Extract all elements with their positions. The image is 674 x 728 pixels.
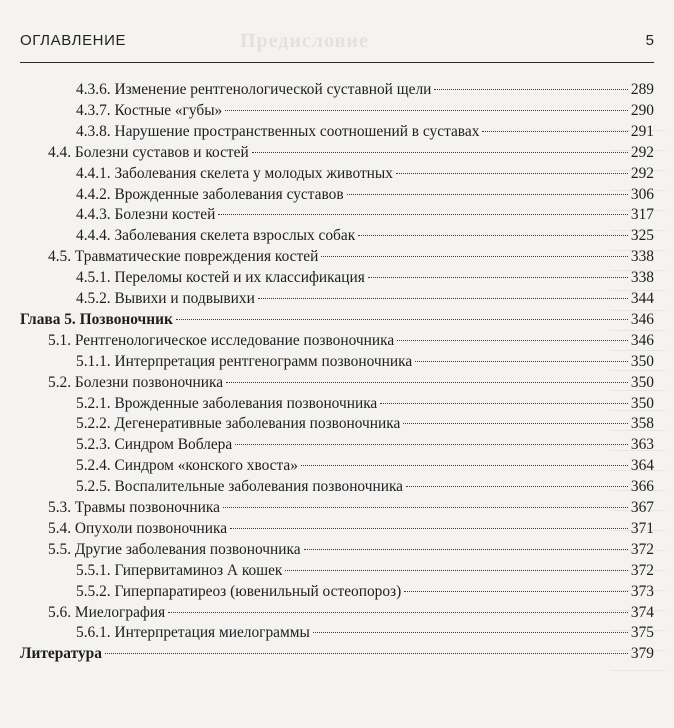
toc-entry-title: 5.2. Болезни позвоночника [48, 373, 224, 391]
dot-leader [434, 89, 628, 90]
toc-entry-title: 5.2.3. Синдром Воблера [76, 436, 233, 454]
toc-entry-title: 5.4. Опухоли позвоночника [48, 519, 228, 537]
dot-leader [301, 465, 628, 466]
dot-leader [105, 653, 628, 654]
toc-entry-page: 373 [630, 582, 654, 600]
toc-entry-title: 4.3.7. Костные «губы» [76, 101, 223, 119]
toc-entry-title: 4.5.2. Вывихи и подвывихи [76, 290, 255, 307]
toc-entry[interactable] [76, 121, 654, 143]
toc-entry[interactable] [48, 142, 654, 164]
toc-entry-page: 292 [630, 143, 654, 161]
dot-leader [258, 298, 628, 299]
toc-entry-title: 5.6. Миелография [48, 603, 166, 621]
toc-entry-page: 317 [630, 206, 654, 224]
dot-leader [304, 549, 628, 550]
dot-leader [168, 612, 628, 613]
dot-leader [404, 591, 628, 592]
toc-entry-page: 291 [630, 122, 654, 140]
dot-leader [482, 131, 628, 132]
toc-entry-page: 338 [630, 269, 654, 287]
bleed-through-text: Предисловие [240, 30, 369, 52]
dot-leader [403, 423, 628, 424]
toc-entry-page: 372 [630, 561, 654, 579]
toc-entry[interactable] [48, 372, 654, 394]
toc-entry[interactable] [76, 184, 654, 206]
page-number: 5 [645, 32, 654, 49]
toc-entry[interactable] [48, 246, 654, 268]
toc-entry-title: 5.5.1. Гипервитаминоз А кошек [76, 561, 283, 579]
toc-entry-title: 4.4.4. Заболевания скелета взрослых собак [76, 227, 356, 245]
toc-entry[interactable] [76, 100, 654, 122]
dot-leader [218, 214, 628, 215]
dot-leader [223, 507, 628, 508]
dot-leader [230, 528, 628, 529]
dot-leader [225, 110, 628, 111]
toc-entry[interactable] [76, 560, 654, 582]
dot-leader [235, 444, 628, 445]
toc-entry-title: 5.2.2. Дегенеративные заболевания позвоночника [76, 415, 401, 433]
running-head-title: ОГЛАВЛЕНИЕ [20, 32, 127, 49]
toc-entry[interactable] [76, 413, 654, 435]
toc-entry[interactable] [76, 163, 654, 185]
toc-entry-page: 344 [630, 290, 654, 307]
toc-entry-page: 367 [630, 499, 654, 516]
toc-entry-page: 363 [630, 436, 654, 454]
toc-entry[interactable] [76, 79, 654, 101]
toc-entry[interactable] [48, 602, 654, 624]
dot-leader [226, 382, 628, 383]
dot-leader [380, 403, 628, 404]
toc-entry-page: 289 [630, 81, 654, 98]
dot-leader [252, 152, 628, 153]
dot-leader [397, 340, 628, 341]
header-rule [20, 62, 654, 63]
toc-entry-page: 372 [630, 540, 654, 558]
toc-entry[interactable] [48, 539, 654, 561]
toc-entry[interactable] [48, 330, 654, 352]
toc-entry[interactable] [76, 455, 654, 477]
toc-entry-title: 4.3.8. Нарушение пространственных соотношений в суставах [76, 122, 480, 140]
dot-leader [285, 570, 628, 571]
toc-entry[interactable] [48, 497, 654, 519]
toc-entry-page: 346 [630, 331, 654, 349]
toc-entry-page: 366 [630, 478, 654, 496]
toc-entry[interactable] [20, 643, 654, 665]
running-head [20, 32, 654, 54]
toc-entry[interactable] [76, 351, 654, 373]
toc-entry-page: 371 [630, 519, 654, 537]
toc-entry[interactable] [76, 267, 654, 289]
dot-leader [368, 277, 628, 278]
toc-entry-title: Литература [20, 645, 102, 663]
toc-entry-title: 5.5. Другие заболевания позвоночника [48, 540, 301, 558]
dot-leader [313, 632, 628, 633]
toc-entry-page: 306 [630, 185, 654, 203]
toc-entry-title: 4.5. Травматические повреждения костей [48, 248, 319, 266]
toc-entry-page: 290 [630, 101, 654, 119]
toc-entry-title: 5.3. Травмы позвоночника [48, 499, 220, 516]
dot-leader [176, 319, 628, 320]
toc-entry-page: 350 [630, 373, 654, 391]
toc-entry-title: 4.4. Болезни суставов и костей [48, 143, 249, 161]
toc-entry-page: 325 [630, 227, 654, 245]
toc-entry-page: 375 [630, 624, 654, 642]
toc-entry[interactable] [76, 476, 654, 498]
toc-entry-page: 346 [630, 310, 654, 328]
dot-leader [321, 256, 628, 257]
toc-entry[interactable] [20, 309, 654, 331]
toc-entry-page: 350 [630, 352, 654, 370]
toc-entry-title: 5.1.1. Интерпретация рентгенограмм позвоночника [76, 352, 413, 370]
toc-entry-title: 5.5.2. Гиперпаратиреоз (ювенильный остеопороз) [76, 582, 402, 600]
toc-entry[interactable] [48, 518, 654, 540]
toc-entry[interactable] [76, 225, 654, 247]
dot-leader [415, 361, 628, 362]
dot-leader [406, 486, 628, 487]
toc-entry[interactable] [76, 288, 654, 310]
toc-entry[interactable] [76, 434, 654, 456]
dot-leader [358, 235, 628, 236]
toc-entry-title: 4.4.3. Болезни костей [76, 206, 216, 224]
toc-entry-title: Глава 5. Позвоночник [20, 310, 173, 328]
toc-entry-title: 5.2.5. Воспалительные заболевания позвоночника [76, 478, 404, 496]
toc-entry-page: 292 [630, 164, 654, 182]
toc-entry-page: 338 [630, 248, 654, 266]
toc-entry-page: 364 [630, 457, 654, 475]
toc-entry[interactable] [76, 204, 654, 226]
toc-entry-title: 5.2.1. Врожденные заболевания позвоночника [76, 394, 378, 412]
toc-entry-title: 4.5.1. Переломы костей и их классификация [76, 269, 365, 287]
toc-entry-title: 4.3.6. Изменение рентгенологической суставной щели [76, 81, 432, 98]
toc-entry-title: 5.1. Рентгенологическое исследование позвоночника [48, 331, 395, 349]
toc-entry-page: 358 [630, 415, 654, 433]
toc-entry[interactable] [76, 581, 654, 603]
toc-entry-title: 4.4.1. Заболевания скелета у молодых животных [76, 164, 393, 182]
toc-entry-page: 350 [630, 394, 654, 412]
toc-entry-title: 4.4.2. Врожденные заболевания суставов [76, 185, 344, 203]
toc-entry[interactable] [76, 622, 654, 644]
dot-leader [347, 194, 628, 195]
dot-leader [396, 173, 628, 174]
toc-entry[interactable] [76, 393, 654, 415]
toc-entry-title: 5.2.4. Синдром «конского хвоста» [76, 457, 298, 475]
toc-entry-title: 5.6.1. Интерпретация миелограммы [76, 624, 310, 642]
toc-entry-page: 374 [630, 603, 654, 621]
toc-entry-page: 379 [630, 645, 654, 663]
